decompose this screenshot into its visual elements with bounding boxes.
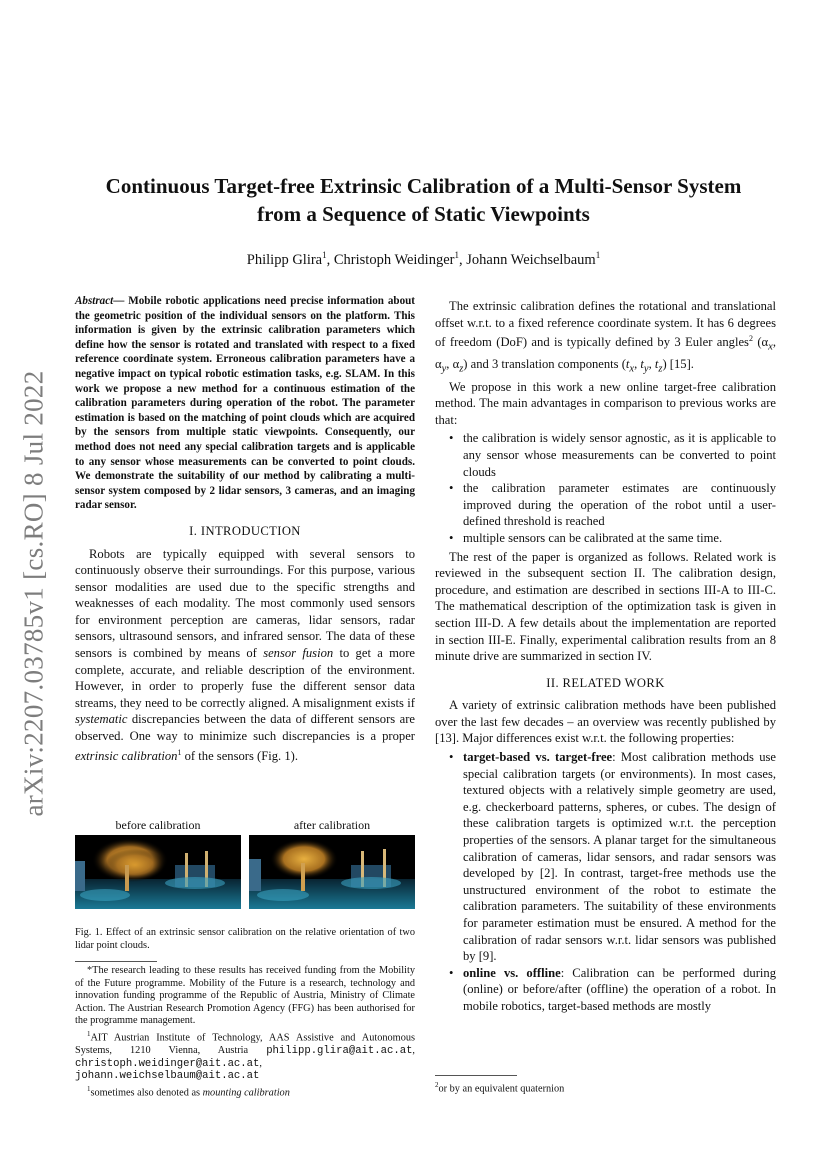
list-item: • the calibration parameter estimates are continuously improved during the operation of the robot until a user-defined threshold is reached	[463, 480, 776, 530]
arxiv-watermark	[12, 369, 56, 817]
list-item: • the calibration is widely sensor agnostic, as it is applicable to any sensor whose measurements can be converted to point clouds	[463, 430, 776, 480]
label-before-calibration: before calibration	[115, 818, 201, 832]
abstract-dash: —	[113, 295, 129, 307]
email-link[interactable]: philipp.glira@ait.ac.at	[266, 1044, 413, 1057]
footnote-text: or by an equivalent quaternion	[438, 1083, 565, 1095]
proposal-paragraph: We propose in this work a new online target-free calibration method. The main advantages in comparison to previous works are that:	[435, 379, 776, 427]
calibration-definition-paragraph: The extrinsic calibration defines the rotational and translational offset w.r.t. to a fixed reference coordinate system. It has 6 degrees of freedom (DoF) and is typically defined by 3 Euler angles$^2$ ($\alpha_x$, $\alpha_y$, $\alpha_z$) and 3 translation components ($t_x$, $t_y$, $t_z$) [15].	[435, 299, 776, 375]
math-subscript: x	[768, 341, 773, 353]
intro-emphasis: extrinsic calibration	[75, 748, 178, 763]
math-subscript: z	[658, 364, 663, 375]
affiliation-mark: 1	[454, 250, 459, 260]
author-1: Philipp Glira	[246, 251, 323, 268]
math-subscript: x	[629, 364, 635, 375]
figure-1-caption: Fig. 1. Effect of an extrinsic sensor calibration on the relative orientation of two lidar point clouds.	[75, 927, 415, 951]
intro-paragraph	[75, 546, 415, 765]
list-item: • multiple sensors can be calibrated at the same time.	[463, 530, 776, 547]
author-list	[60, 250, 787, 269]
abstract-text: Mobile robotic applications need precise information about the geometric position of the individual sensors on the platform. This information is given by the extrinsic calibration parameters which define how the sensor is rotated and translated with respect to a fixed reference coordinate system. Erroneous calibration parameters have a negative impact on typical robotic estimation tasks, e.g. SLAM. In this work we propose a new method for a continuous estimation of the calibration parameters during operation of the robot. The parameter estimation is based on the matching of point clouds which are acquired by the sensors from multiple static viewpoints. Consequently, our method does not need any special calibration targets and is applicable to any sensor whose measurements can be converted to point clouds. We demonstrate the suitability of our method by calibrating a multi-sensor system composed by 2 lidar sensors, 3 cameras, and an imaging radar sensor.	[75, 295, 415, 512]
footnote-rule	[75, 961, 157, 962]
point-cloud-before-image	[75, 835, 241, 909]
properties-list	[435, 749, 776, 1015]
intro-text: to get a more complete, accurate, and reliable description of the environment. However, in order to properly fuse the different sensor data streams, they need to be correctly aligned. A misalignment exists if	[75, 646, 416, 710]
section-heading-introduction: I. INTRODUCTION	[189, 523, 301, 538]
section-heading-related-work: II. RELATED WORK	[546, 675, 665, 690]
footnote-rule	[435, 1075, 517, 1076]
figure-1	[75, 818, 415, 909]
label-after-calibration: after calibration	[293, 818, 371, 832]
advantages-list	[435, 430, 776, 546]
list-item	[463, 965, 776, 1015]
paragraph-text: , α	[435, 335, 776, 372]
footnote-2	[435, 1079, 776, 1096]
point-cloud-after-image	[249, 835, 415, 909]
footnote-ref[interactable]: 1	[177, 747, 182, 757]
footnote-1	[75, 1083, 415, 1100]
paragraph-text: The extrinsic calibration defines the rotational and translational offset w.r.t. to a fixed reference coordinate system. It has 6 degrees of freedom (DoF) and is typically defined by 3 Euler angles	[435, 299, 776, 350]
left-column	[75, 294, 415, 764]
organization-paragraph: The rest of the paper is organized as follows. Related work is reviewed in the subsequent section II. The calibration design, procedure, and estimation are described in sections III-A to III-C. The mathematical description of the optimization task is given in section III-D. A few details about the implementation are reported in section III-E. Finally, experimental calibration results from an 8 minute drive are summarized in section IV.	[435, 549, 776, 664]
figure-labels	[75, 818, 415, 834]
footnote-emphasis: mounting calibration	[202, 1087, 290, 1099]
intro-emphasis: sensor fusion	[263, 646, 334, 661]
title-line-1: Continuous Target-free Extrinsic Calibration of a Multi-Sensor System	[105, 174, 742, 198]
affiliation-note: $^1$AIT Austrian Institute of Technology, AAS Assistive and Autonomous Systems, 1210 Vienna, Austria philipp.glira@ait.ac.at, christoph.weidinger@ait.ac.at, johann.weichselbaum@ait.ac.at	[75, 1029, 415, 1083]
intro-emphasis: systematic	[75, 712, 128, 727]
math-symbol: t	[640, 357, 644, 372]
footnotes-left	[75, 965, 415, 1100]
arxiv-id: arXiv:2207.03785v1 [cs.RO] 8 Jul 2022	[18, 369, 49, 817]
footnote-mark: 2	[435, 1081, 439, 1089]
author-separator: ,	[326, 251, 334, 268]
property-text: : Most calibration methods use special calibration targets (or environments). In most cases, textured objects with a relatively simple geometry are used, e.g. checkerboard patterns, spheres, or cubes. The design of these calibration targets is optimized w.r.t. the perception properties of the sensors. A planar target for the simultaneous calibration of cameras, lidar sensors, and radar sensors was developed by [2]. In contrast, target-free methods use the unstructured environment of the robot to estimate the calibration parameters. The suitability of these environments for parameter estimation must be ensured. A method for the calibration of radar sensors w.r.t. lidar sensors was published by [9].	[463, 750, 776, 964]
footnote-text: sometimes also denoted as	[90, 1087, 203, 1099]
funding-note: *The research leading to these results has received funding from the Mobility of the Future programme. Mobility of the Future is a research, technology and innovation funding programme of the Republic of Austria, Ministry of Climate Action. The Austrian Research Promotion Agency (FFG) has been authorised for the programme management.	[75, 965, 415, 1027]
author-2: Christoph Weidinger	[333, 251, 455, 268]
list-item	[463, 749, 776, 965]
title-line-2: from a Sequence of Static Viewpoints	[257, 202, 590, 226]
paragraph-text: , α	[446, 357, 460, 372]
affiliation-mark: 1	[322, 250, 327, 260]
author-separator: ,	[458, 251, 467, 268]
affiliation-text: AIT Austrian Institute of Technology, AAS Assistive and Autonomous Systems, 1210 Vienna, Austria	[75, 1032, 415, 1056]
right-column	[435, 298, 776, 1017]
math-symbol: t	[625, 357, 630, 372]
footnote-mark: 1	[87, 1029, 91, 1038]
abstract	[75, 294, 415, 513]
intro-text: of the sensors (Fig. 1).	[181, 748, 298, 763]
footnote-mark: 1	[87, 1084, 91, 1093]
footnote-ref[interactable]: 2	[748, 334, 753, 344]
property-label: target-based vs. target-free	[463, 750, 613, 765]
property-label: online vs. offline	[463, 965, 561, 980]
figure-images	[75, 835, 415, 909]
math-subscript: z	[459, 364, 464, 375]
related-work-paragraph: A variety of extrinsic calibration methods have been published over the last few decades – an overview was recently published by [13]. Major differences exist w.r.t. the following properties:	[435, 698, 776, 746]
author-3: Johann Weichselbaum	[466, 251, 596, 268]
footnotes-right	[435, 1079, 776, 1096]
affiliation-mark: 1	[595, 250, 601, 260]
paragraph-text: ) [15].	[662, 357, 694, 372]
paragraph-text: ) and 3 translation components (	[463, 357, 626, 372]
abstract-label: Abstract	[75, 295, 114, 307]
paper-title	[60, 172, 787, 228]
paragraph-text: (α	[752, 335, 769, 350]
intro-text: Robots are typically equipped with several sensors to continuously observe their surroundings. For this purpose, various sensor modalities are used due to the specific strengths and weaknesses of each modality. The most commonly used sensors for environment perception are cameras, lidar sensors, radar sensors, ultrasound sensors, and infrared sensor. The data of these sensors is combined by means of	[75, 546, 415, 661]
email-link[interactable]: johann.weichselbaum@ait.ac.at	[75, 1070, 260, 1083]
math-symbol: t	[654, 357, 659, 372]
property-text: : Calibration can be performed during (online) or before/after (offline) the operation of a robot. In mobile robotics, target-based methods are mostly	[463, 965, 777, 1013]
email-link[interactable]: christoph.weidinger@ait.ac.at	[75, 1057, 260, 1070]
math-subscript: y	[441, 364, 447, 375]
math-subscript: y	[643, 364, 649, 375]
intro-text: discrepancies between the data of different sensors are observed. One way to minimize such discrepancies is a proper	[75, 712, 415, 744]
